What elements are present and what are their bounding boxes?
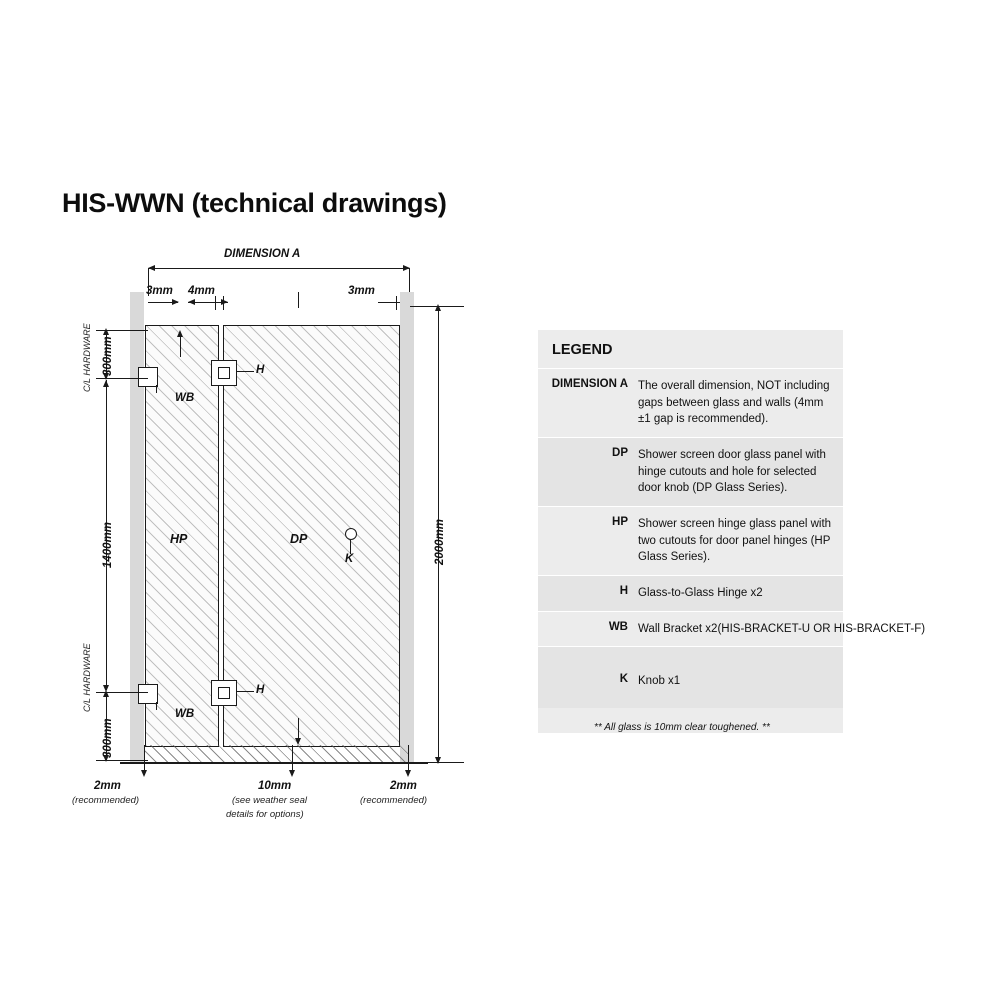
gap-right-label: 3mm xyxy=(348,285,375,297)
legend-value: Wall Bracket x2(HIS-BRACKET-U OR HIS-BRACKET-F) xyxy=(638,622,926,635)
total-height-arrow-down xyxy=(435,757,441,764)
legend-row xyxy=(538,576,843,611)
wall-bracket-bottom-leader xyxy=(156,702,157,710)
center-floor-gap-arrow xyxy=(289,770,295,777)
knob-leader xyxy=(350,540,351,554)
center-floor-gap-label: 10mm xyxy=(258,780,292,792)
legend-row xyxy=(538,507,843,575)
dimension-a-label: DIMENSION A xyxy=(224,248,301,260)
legend-heading: LEGEND xyxy=(552,342,613,358)
gap-left-arrow xyxy=(172,299,179,305)
page-title: HIS-WWN (technical drawings) xyxy=(62,188,447,218)
hp-top-arrow-head xyxy=(177,330,183,337)
dp-panel-label: DP xyxy=(290,532,308,546)
top-hardware-arrow-up xyxy=(103,328,109,335)
gap-middle-tick-b xyxy=(223,296,224,310)
left-floor-gap-note: (recommended) xyxy=(72,795,140,806)
legend-key: K xyxy=(619,673,628,686)
wall-bracket-bottom xyxy=(138,684,158,704)
wall-bracket-top-callout: WB xyxy=(175,392,195,404)
dimension-a-line xyxy=(148,268,410,269)
legend-key: H xyxy=(619,585,628,598)
legend-row xyxy=(538,612,926,647)
legend-value: Glass-to-Glass Hinge x2 xyxy=(638,587,763,600)
total-height-arrow-up xyxy=(435,304,441,311)
bottom-hardware-label: 300mm xyxy=(102,718,114,758)
legend-key: WB xyxy=(608,620,628,633)
middle-arrow-up xyxy=(103,380,109,387)
dp-bottom-arrow-line xyxy=(298,718,299,740)
legend-key: HP xyxy=(612,516,628,529)
hinge-top xyxy=(211,360,237,386)
floor-hatch xyxy=(144,745,408,762)
total-height-label: 2000mm xyxy=(434,518,446,565)
gap-middle-arrow-left xyxy=(188,299,195,305)
hinge-top-callout: H xyxy=(256,364,265,376)
right-floor-gap-note: (recommended) xyxy=(360,795,428,806)
wall-bracket-top xyxy=(138,367,158,387)
legend-value: Knob x1 xyxy=(638,675,681,688)
door-knob-icon xyxy=(345,528,357,540)
cl-hardware-top-label: C/L HARDWARE xyxy=(82,323,92,392)
legend-key: DP xyxy=(612,447,628,460)
left-floor-gap-arrow xyxy=(141,770,147,777)
legend-value: Shower screen door glass panel with hinge cutouts and hole for selected door knob (DP Glass Series). xyxy=(638,449,826,495)
wall-right xyxy=(400,292,414,762)
gap-left-label: 3mm xyxy=(146,285,173,297)
middle-height-label: 1400mm xyxy=(102,521,114,568)
gap-right-tick xyxy=(396,296,397,310)
left-floor-gap-label: 2mm xyxy=(94,780,121,792)
center-floor-gap-note-1: (see weather seal xyxy=(232,795,307,806)
technical-drawing xyxy=(60,240,480,840)
wall-bracket-top-leader xyxy=(156,385,157,393)
dp-bottom-arrow-head xyxy=(295,738,301,745)
cl-hardware-bottom-label: C/L HARDWARE xyxy=(82,643,92,712)
hp-top-arrow-line xyxy=(180,335,181,357)
legend-row xyxy=(538,647,843,708)
hinge-bottom xyxy=(211,680,237,706)
knob-callout: K xyxy=(345,553,354,565)
hinge-bottom-leader xyxy=(236,691,254,692)
gap-middle-label: 4mm xyxy=(188,285,215,297)
center-tick xyxy=(298,292,299,308)
right-floor-gap-arrow xyxy=(405,770,411,777)
bottom-hardware-arrow-up xyxy=(103,690,109,697)
center-floor-gap-note-2: details for options) xyxy=(226,809,304,820)
right-floor-gap-label: 2mm xyxy=(390,780,417,792)
top-hardware-label: 300mm xyxy=(102,336,114,376)
legend-row xyxy=(538,438,843,506)
floor-line xyxy=(120,762,428,764)
legend-value: Shower screen hinge glass panel with two cutouts for door panel hinges (HP Glass Series). xyxy=(638,518,832,564)
hinge-top-leader xyxy=(236,371,254,372)
gap-middle-tick-a xyxy=(215,296,216,310)
legend-key: DIMENSION A xyxy=(551,378,628,390)
legend-panel xyxy=(538,330,926,734)
wall-bracket-bottom-callout: WB xyxy=(175,708,195,720)
door-glass-panel xyxy=(223,325,400,747)
legend-footnote: ** All glass is 10mm clear toughened. ** xyxy=(594,722,770,734)
hinge-bottom-callout: H xyxy=(256,684,265,696)
legend-value: The overall dimension, NOT including gaps between glass and walls (4mm ±1 gap is recommended). xyxy=(638,380,830,426)
hp-panel-label: HP xyxy=(170,532,188,546)
legend-row xyxy=(538,369,843,437)
